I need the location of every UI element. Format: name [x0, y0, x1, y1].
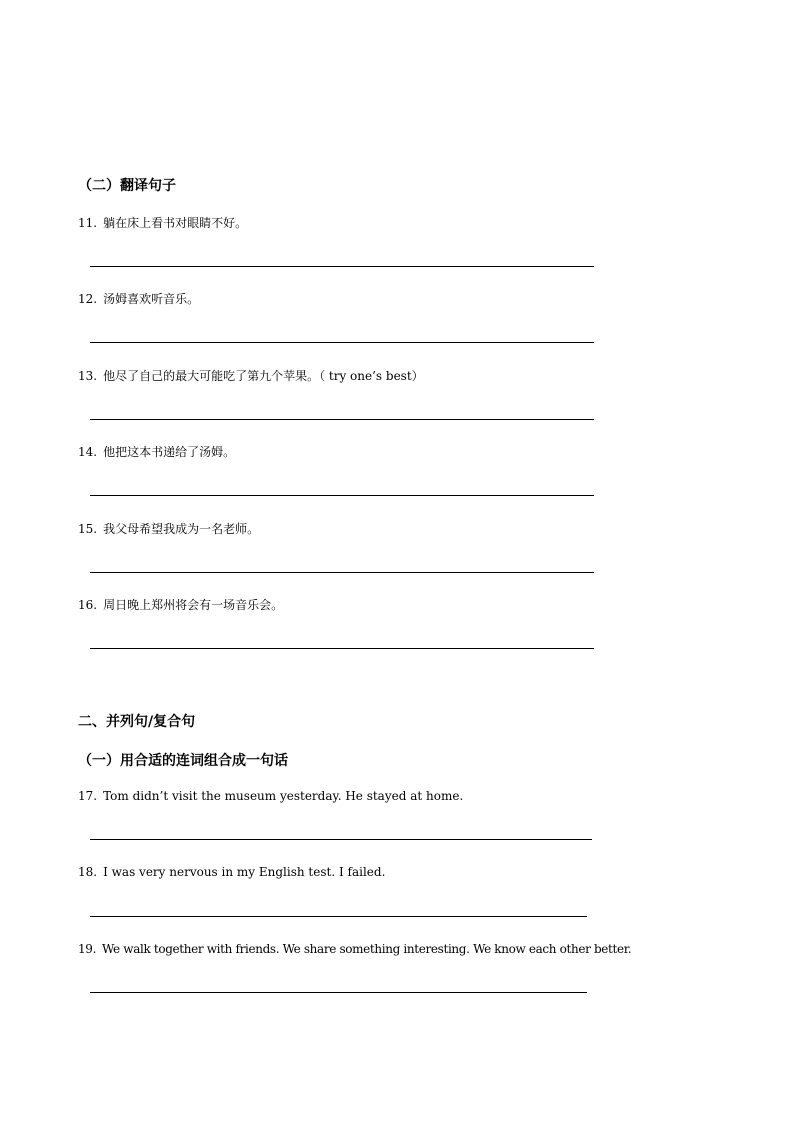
question-text: We walk together with friends. We share something interesting. We know each other better.	[102, 942, 632, 956]
question-17	[78, 789, 463, 803]
question-13	[78, 367, 424, 384]
answer-line-18[interactable]	[90, 916, 587, 917]
question-11	[78, 214, 247, 231]
question-number: 13.	[78, 369, 98, 383]
question-14	[78, 443, 235, 460]
answer-line-11[interactable]	[90, 266, 594, 267]
answer-line-13[interactable]	[90, 419, 594, 420]
question-15	[78, 520, 259, 537]
section-heading-translate: （二）翻译句子	[78, 178, 176, 194]
question-text: 汤姆喜欢听音乐。	[103, 292, 200, 306]
section-heading-compound: 二、并列句/复合句	[78, 714, 196, 730]
question-number: 12.	[78, 292, 98, 306]
question-text: 他把这本书递给了汤姆。	[103, 445, 236, 459]
answer-line-14[interactable]	[90, 495, 594, 496]
answer-line-16[interactable]	[90, 648, 594, 649]
answer-line-12[interactable]	[90, 342, 594, 343]
question-text: 我父母希望我成为一名老师。	[103, 522, 260, 536]
question-number: 18.	[78, 865, 98, 879]
question-text: 躺在床上看书对眼睛不好。	[103, 216, 248, 230]
question-number: 16.	[78, 598, 98, 612]
question-number: 14.	[78, 445, 98, 459]
question-number: 19.	[78, 942, 97, 956]
question-16	[78, 596, 283, 613]
question-12	[78, 290, 199, 307]
question-number: 17.	[78, 789, 98, 803]
question-text: I was very nervous in my English test. I failed.	[103, 865, 386, 879]
question-text: Tom didn’t visit the museum yesterday. He stayed at home.	[103, 789, 464, 803]
question-text: 周日晚上郑州将会有一场音乐会。	[103, 598, 284, 612]
question-text: 他尽了自己的最大可能吃了第九个苹果。（ try one’s best）	[103, 369, 424, 383]
answer-line-15[interactable]	[90, 572, 594, 573]
answer-line-19[interactable]	[90, 992, 587, 993]
answer-line-17[interactable]	[90, 839, 592, 840]
question-19	[78, 942, 631, 956]
section-heading-conjunction: （一）用合适的连词组合成一句话	[78, 753, 288, 769]
question-number: 15.	[78, 522, 98, 536]
question-number: 11.	[78, 216, 98, 230]
question-18	[78, 865, 385, 879]
